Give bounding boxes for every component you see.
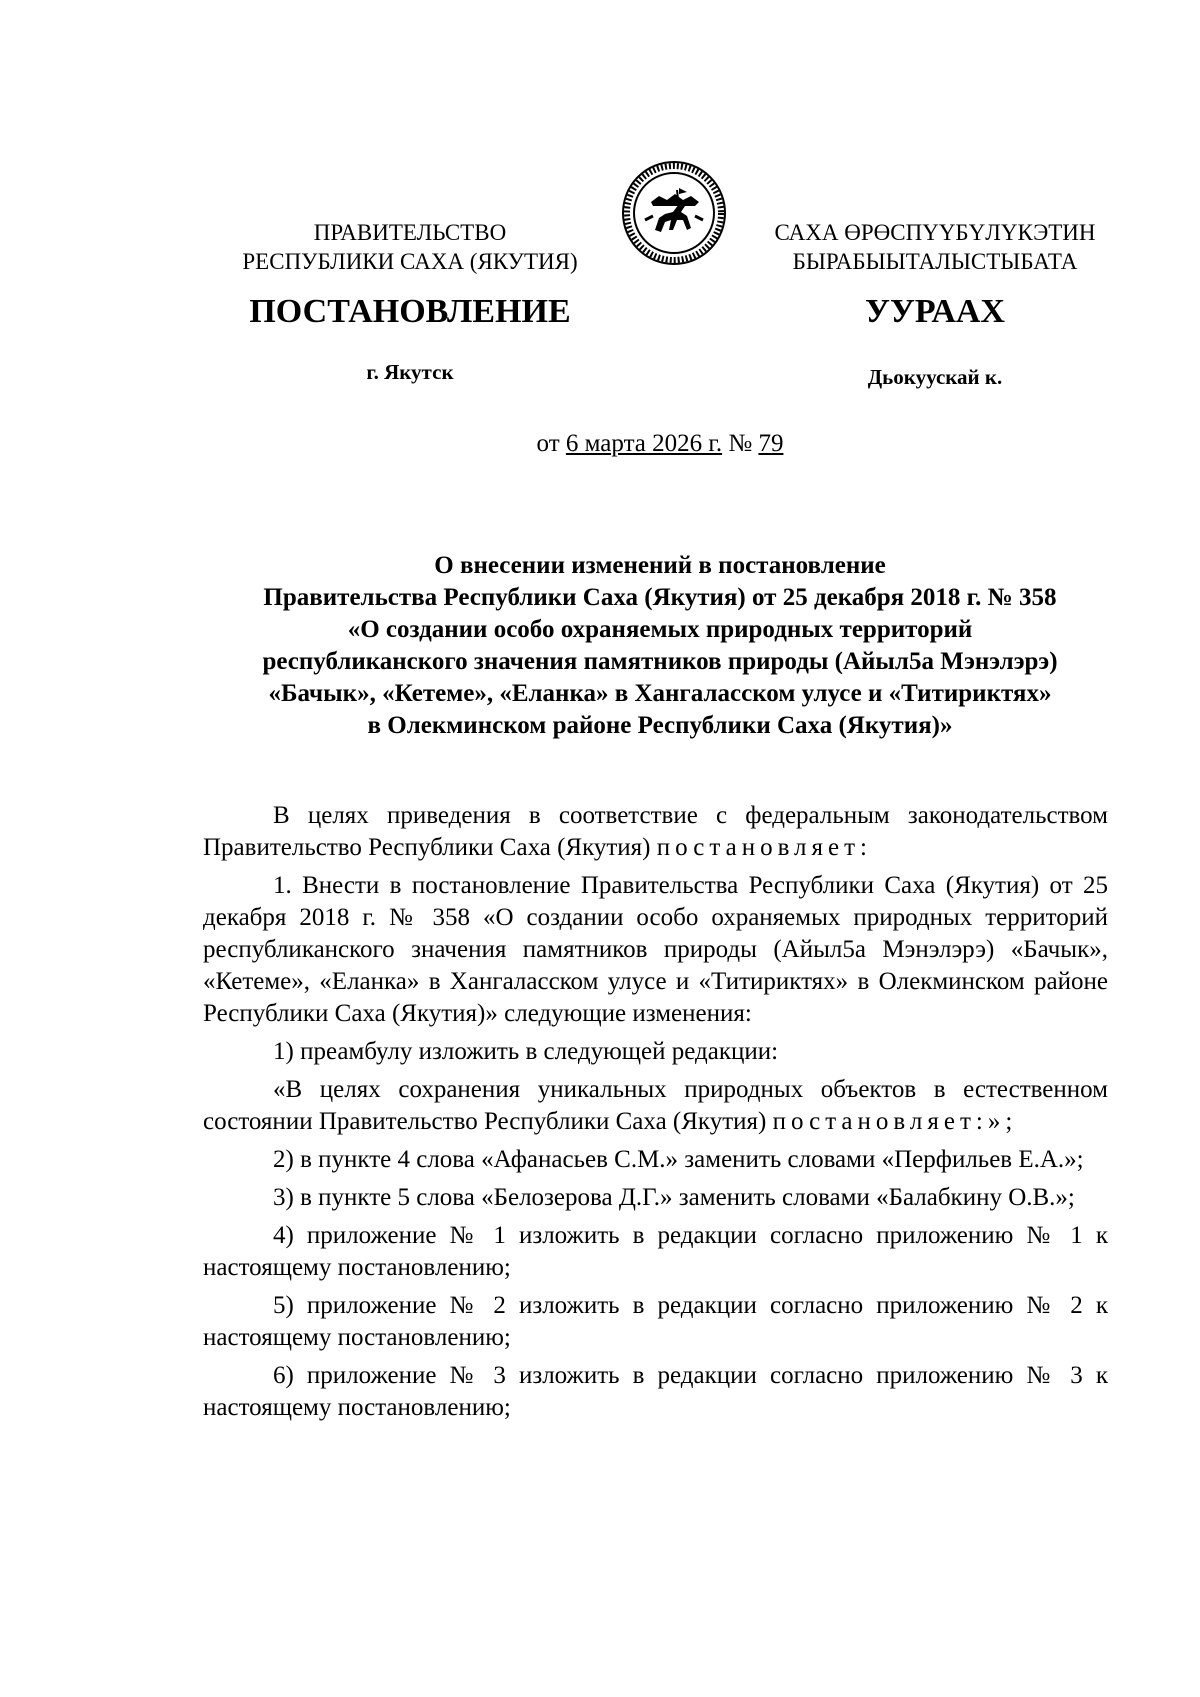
city-sah: Дьокуускай к. <box>867 365 1003 389</box>
issuer-ru-line1: ПРАВИТЕЛЬСТВО <box>313 220 507 245</box>
doc-type-ru: ПОСТАНОВЛЕНИЕ <box>249 293 571 330</box>
body-paragraph-1-4: 4) приложение № 1 изложить в редакции согласно приложению № 1 к настоящему постановлению; <box>203 1222 1108 1281</box>
doc-body <box>203 800 1108 1430</box>
number-sign: № <box>728 430 753 457</box>
date-value: 6 марта 2026 г. <box>565 430 723 457</box>
title-line: Правительства Республики Саха (Якутия) от 25 декабря 2018 г. № 358 <box>263 584 1057 611</box>
doc-title <box>180 550 1140 742</box>
body-paragraph-1-1: 1) преамбулу изложить в следующей редакции: <box>273 1038 779 1065</box>
title-line: республиканского значения памятников природы (Айыл5а Мэнэлэрэ) <box>262 648 1058 675</box>
city-ru: г. Якутск <box>366 360 454 384</box>
body-paragraph-quote <box>203 1074 1108 1138</box>
title-line: «Бачык», «Кетеме», «Еланка» в Хангаласском улусе и «Титириктях» <box>268 680 1052 707</box>
issuer-sah-line1: САХА ӨРӨСПҮҮБҮЛҮКЭТИН <box>774 220 1096 245</box>
body-paragraph-1-2: 2) в пункте 4 слова «Афанасьев С.М.» заменить словами «Перфильев Е.А.»; <box>273 1146 1084 1173</box>
body-paragraph-preamble <box>203 800 1108 864</box>
quote-resolves: постановляет:»; <box>772 1108 1018 1135</box>
issuer-ru-line2: РЕСПУБЛИКИ САХА (ЯКУТИЯ) <box>242 249 578 274</box>
coat-of-arms-icon <box>621 160 727 266</box>
body-paragraph-1-6: 6) приложение № 3 изложить в редакции согласно приложению № 3 к настоящему постановлению; <box>203 1362 1108 1421</box>
issuer-sah <box>745 218 1125 276</box>
doc-type-sah: УУРААХ <box>865 293 1005 330</box>
preamble-resolves: постановляет: <box>656 834 872 861</box>
issuer-sah-line2: БЫРАБЫЫТАЛЫСТЫБАТА <box>792 249 1078 274</box>
title-line: «О создании особо охраняемых природных территорий <box>347 616 973 643</box>
quote-text: «В целях сохранения уникальных природных объектов в естественном состоянии Правительство Республики Саха (Якутия) <box>203 1076 1108 1135</box>
body-paragraph-1-5: 5) приложение № 2 изложить в редакции согласно приложению № 2 к настоящему постановлению; <box>203 1292 1108 1351</box>
preamble-text: В целях приведения в соответствие с федеральным законодательством Правительство Республики Саха (Якутия) <box>203 802 1108 861</box>
doc-number: 79 <box>758 430 784 457</box>
body-paragraph-1-3: 3) в пункте 5 слова «Белозерова Д.Г.» заменить словами «Балабкину О.В.»; <box>273 1184 1075 1211</box>
title-line: О внесении изменений в постановление <box>434 552 886 579</box>
doc-date-line <box>200 430 1120 458</box>
body-paragraph-1: 1. Внести в постановление Правительства Республики Саха (Якутия) от 25 декабря 2018 г. № 358 «О создании особо охраняемых природных территорий республиканского значения памятников природы (Айыл5а Мэнэлэрэ) «Бачык», «Кетеме», «Еланка» в Хангаласском улусе и «Титириктях» в Олекминском районе Республики Саха (Якутия)» следующие изменения: <box>203 872 1108 1027</box>
date-prefix: от <box>536 430 560 457</box>
issuer-ru <box>200 218 620 276</box>
title-line: в Олекминском районе Республики Саха (Якутия)» <box>367 712 953 739</box>
